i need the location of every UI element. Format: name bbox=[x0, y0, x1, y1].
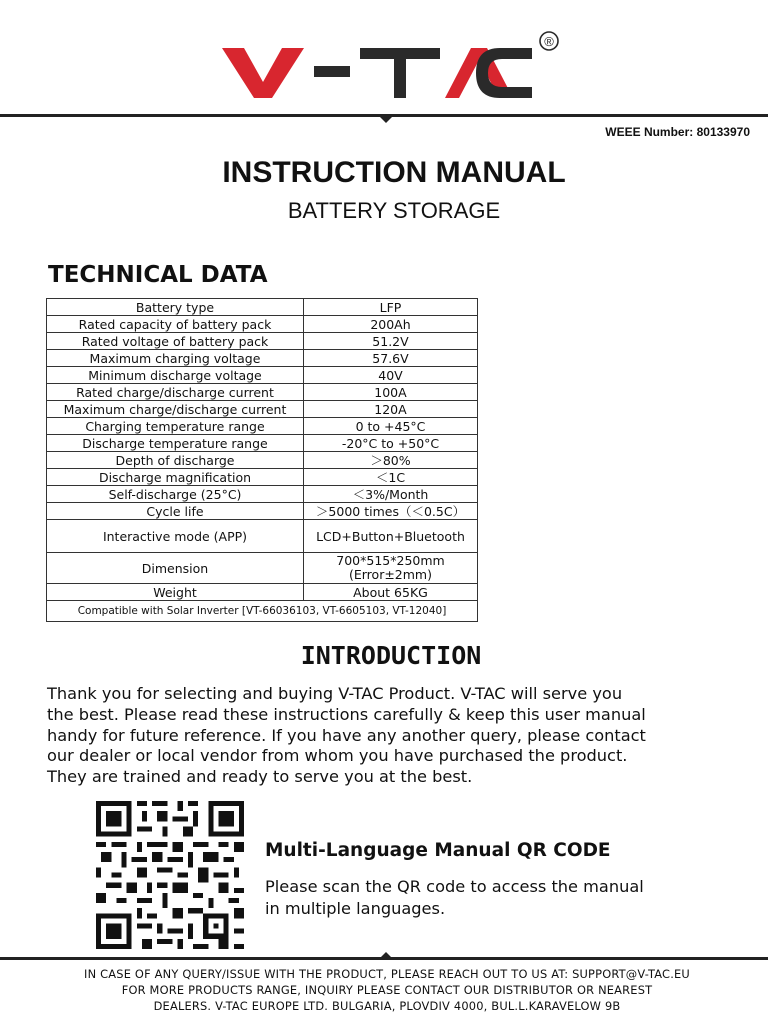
spec-value bbox=[304, 553, 478, 584]
spec-value: ＞5000 times（＜0.5C） bbox=[304, 503, 478, 520]
dimension-value: 700*515*250mm bbox=[336, 553, 445, 568]
spec-key: Discharge temperature range bbox=[47, 435, 304, 452]
introduction-text bbox=[47, 684, 747, 788]
spec-key: Battery type bbox=[47, 299, 304, 316]
qr-section-text bbox=[265, 876, 725, 919]
spec-key: Depth of discharge bbox=[47, 452, 304, 469]
spec-value: About 65KG bbox=[304, 584, 478, 601]
footer-line-address: DEALERS. V-TAC EUROPE LTD. BULGARIA, PLOVDIV 4000, BUL.L.KARAVELOW 9B bbox=[153, 999, 621, 1013]
spec-key: Rated voltage of battery pack bbox=[47, 333, 304, 350]
table-row bbox=[47, 469, 478, 486]
document-title: INSTRUCTION MANUAL bbox=[222, 156, 566, 189]
spec-key: Charging temperature range bbox=[47, 418, 304, 435]
compatibility-note: Compatible with Solar Inverter [VT-66036103, VT-6605103, VT-12040] bbox=[47, 601, 478, 622]
intro-line: Thank you for selecting and buying V-TAC Product. V-TAC will serve you bbox=[47, 684, 623, 703]
table-row bbox=[47, 584, 478, 601]
spec-value: 51.2V bbox=[304, 333, 478, 350]
spec-value: 120A bbox=[304, 401, 478, 418]
spec-value: ＜3%/Month bbox=[304, 486, 478, 503]
table-row bbox=[47, 316, 478, 333]
spec-key: Cycle life bbox=[47, 503, 304, 520]
footer-line-distributor: FOR MORE PRODUCTS RANGE, INQUIRY PLEASE CONTACT OUR DISTRIBUTOR OR NEAREST bbox=[121, 983, 653, 997]
table-row bbox=[47, 299, 478, 316]
table-row bbox=[47, 601, 478, 622]
spec-key: Maximum charging voltage bbox=[47, 350, 304, 367]
spec-key: Maximum charge/discharge current bbox=[47, 401, 304, 418]
qr-code-icon[interactable] bbox=[92, 801, 248, 949]
spec-key: Rated charge/discharge current bbox=[47, 384, 304, 401]
table-row bbox=[47, 452, 478, 469]
spec-value: 40V bbox=[304, 367, 478, 384]
footer bbox=[0, 966, 768, 1014]
table-row bbox=[47, 520, 478, 553]
spec-key: Discharge magnification bbox=[47, 469, 304, 486]
document-subtitle: BATTERY STORAGE bbox=[287, 198, 501, 223]
spec-value: 0 to +45°C bbox=[304, 418, 478, 435]
spec-key: Minimum discharge voltage bbox=[47, 367, 304, 384]
registered-mark: ® bbox=[544, 34, 554, 49]
qr-line: in multiple languages. bbox=[265, 898, 446, 918]
table-row bbox=[47, 553, 478, 584]
spec-value: -20°C to +50°C bbox=[304, 435, 478, 452]
table-row bbox=[47, 401, 478, 418]
spec-value: 200Ah bbox=[304, 316, 478, 333]
introduction-heading: INTRODUCTION bbox=[300, 641, 482, 670]
spec-value: ＜1C bbox=[304, 469, 478, 486]
table-row bbox=[47, 333, 478, 350]
spec-key: Rated capacity of battery pack bbox=[47, 316, 304, 333]
intro-line: our dealer or local vendor from whom you have purchased the product. bbox=[47, 746, 628, 766]
table-row bbox=[47, 367, 478, 384]
footer-line-support: IN CASE OF ANY QUERY/ISSUE WITH THE PRODUCT, PLEASE REACH OUT TO US AT: SUPPORT@V-TAC.EU bbox=[84, 967, 690, 981]
table-row bbox=[47, 418, 478, 435]
spec-key: Dimension bbox=[47, 553, 304, 584]
spec-key: Self-discharge (25°C) bbox=[47, 486, 304, 503]
intro-line: the best. Please read these instructions carefully & keep this user manual bbox=[47, 704, 646, 724]
footer-divider bbox=[0, 957, 768, 960]
table-row bbox=[47, 486, 478, 503]
qr-line: Please scan the QR code to access the manual bbox=[265, 877, 644, 896]
spec-value: LFP bbox=[304, 299, 478, 316]
spec-key: Interactive mode (APP) bbox=[47, 520, 304, 553]
table-row bbox=[47, 350, 478, 367]
table-row bbox=[47, 435, 478, 452]
intro-line: They are trained and ready to serve you at the best. bbox=[47, 767, 473, 787]
technical-data-table bbox=[46, 298, 478, 622]
spec-value: 100A bbox=[304, 384, 478, 401]
qr-section-heading: Multi-Language Manual QR CODE bbox=[265, 840, 611, 861]
dimension-tolerance: (Error±2mm) bbox=[348, 567, 432, 582]
intro-line: handy for future reference. If you have any another query, please contact bbox=[47, 725, 646, 745]
technical-data-heading: TECHNICAL DATA bbox=[48, 262, 268, 288]
spec-value: 57.6V bbox=[304, 350, 478, 367]
vtac-logo bbox=[0, 26, 768, 106]
weee-number: WEEE Number: 80133970 bbox=[605, 125, 750, 139]
spec-value: ＞80% bbox=[304, 452, 478, 469]
table-row bbox=[47, 503, 478, 520]
table-row bbox=[47, 384, 478, 401]
spec-key: Weight bbox=[47, 584, 304, 601]
header-divider bbox=[0, 114, 768, 117]
spec-value: LCD+Button+Bluetooth bbox=[304, 520, 478, 553]
